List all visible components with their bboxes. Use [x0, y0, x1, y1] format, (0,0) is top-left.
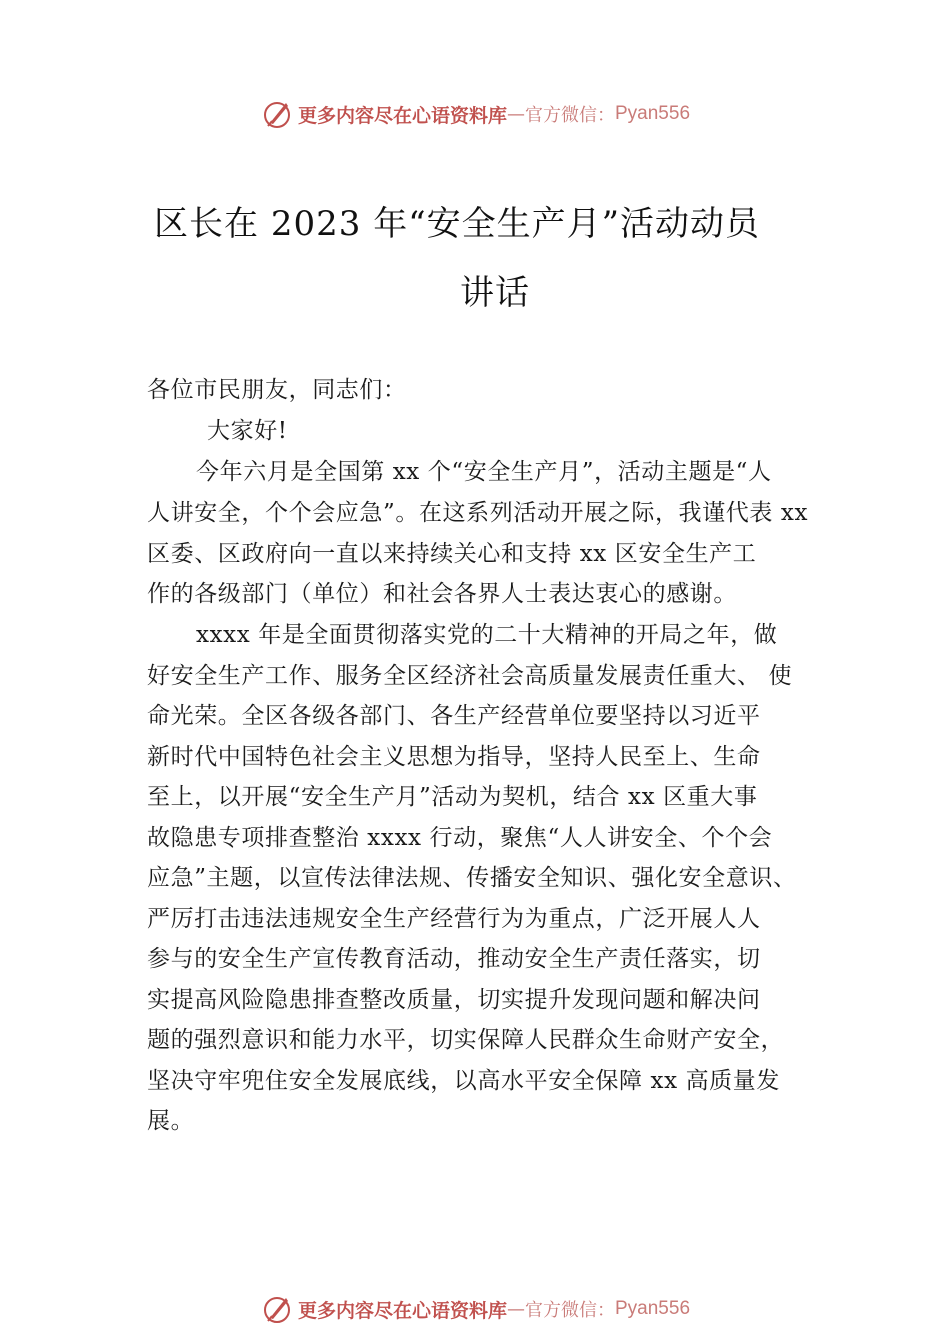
watermark-wechat-id: Pyan556 [615, 103, 691, 124]
paragraph-line: 坚决守牢兜住安全发展底线，以高水平安全保障 xx 高质量发 [147, 1068, 780, 1094]
watermark-wechat-label: 官方微信： [525, 105, 615, 126]
watermark-brand: 更多内容尽在心语资料库 [297, 104, 507, 127]
footer-watermark [0, 1289, 950, 1329]
paragraph-line: 故隐患专项排查整治 xxxx 行动，聚焦“人人讲安全、个个会 [147, 825, 773, 851]
document-title-line1: 区长在 2023 年“安全生产月”活动动员 [154, 204, 760, 244]
salutation: 各位市民朋友，同志们： [147, 377, 407, 403]
document-title-line2: 讲话 [460, 273, 530, 313]
watermark-dash: — [507, 1298, 525, 1320]
paragraph-line: 好安全生产工作、服务全区经济社会高质量发展责任重大、 使 [147, 663, 793, 689]
watermark-wechat-label: 官方微信： [525, 1300, 615, 1321]
watermark-wechat-id: Pyan556 [615, 1298, 691, 1319]
paragraph-line: 参与的安全生产宣传教育活动，推动安全生产责任落实，切 [147, 946, 761, 972]
quill-pen-logo-icon [260, 97, 294, 131]
paragraph-line: 命光荣。全区各级各部门、各生产经营单位要坚持以习近平 [147, 703, 761, 729]
paragraph-line: 严厉打击违法违规安全生产经营行为为重点，广泛开展人人 [147, 906, 761, 932]
paragraph-line: xxxx 年是全面贯彻落实党的二十大精神的开局之年，做 [196, 622, 778, 648]
paragraph-line: 今年六月是全国第 xx 个“安全生产月”，活动主题是“人 [196, 459, 772, 485]
paragraph-line: 人讲安全，个个会应急”。在这系列活动开展之际，我谨代表 xx [147, 500, 809, 526]
paragraph-line: 实提高风险隐患排查整改质量，切实提升发现问题和解决问 [147, 987, 761, 1013]
header-watermark [0, 94, 950, 134]
paragraph-line: 应急”主题，以宣传法律法规、传播安全知识、强化安全意识、 [147, 865, 797, 891]
paragraph-line: 题的强烈意识和能力水平，切实保障人民群众生命财产安全， [147, 1027, 785, 1053]
paragraph-line: 区委、区政府向一直以来持续关心和支持 xx 区安全生产工 [147, 541, 757, 567]
watermark-brand: 更多内容尽在心语资料库 [297, 1299, 507, 1322]
greeting: 大家好! [207, 418, 288, 444]
quill-pen-logo-icon [260, 1292, 294, 1326]
paragraph-line: 至上，以开展“安全生产月”活动为契机，结合 xx 区重大事 [147, 784, 758, 810]
paragraph-line: 作的各级部门（单位）和社会各界人士表达衷心的感谢。 [147, 581, 737, 607]
watermark-dash: — [507, 103, 525, 125]
paragraph-line: 新时代中国特色社会主义思想为指导，坚持人民至上、生命 [147, 744, 761, 770]
paragraph-line: 展。 [147, 1108, 195, 1134]
